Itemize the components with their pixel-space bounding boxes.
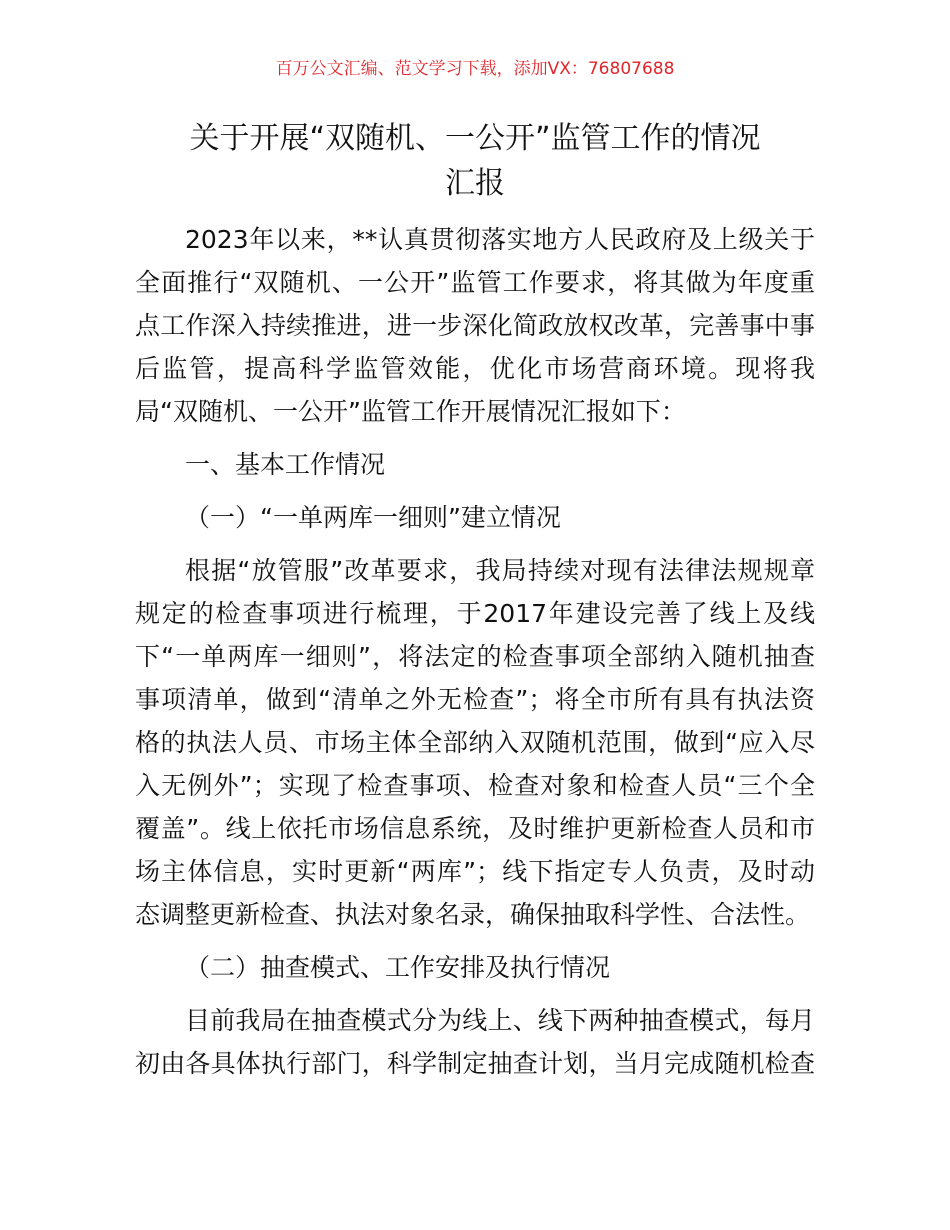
document-title-line-2: 汇报 [445,166,505,201]
section-heading: 一、基本工作情况 [185,450,386,479]
paragraph-line: 规定的检查事项进行梳理，于2017年建设完善了线上及线 [135,599,815,628]
header-watermark-note: 百万公文汇编、范文学习下载，添加VX：76807688 [275,59,675,79]
paragraph-line: 态调整更新检查、执法对象名录，确保抽取科学性、合法性。 [135,900,811,929]
intro-line: 局“双随机、一公开”监管工作开展情况汇报如下： [135,397,686,426]
intro-line: 2023年以来，**认真贯彻落实地方人民政府及上级关于 [185,225,815,254]
paragraph-line: 初由各具体执行部门，科学制定抽查计划，当月完成随机检查 [135,1049,815,1078]
paragraph-line: 根据“放管服”改革要求，我局持续对现有法律法规规章 [185,556,815,585]
intro-line: 后监管，提高科学监管效能，优化市场营商环境。现将我 [135,354,815,383]
subsection-heading: （一）“一单两库一细则”建立情况 [185,503,561,532]
paragraph-line: 下“一单两库一细则”，将法定的检查事项全部纳入随机抽查 [135,642,815,671]
paragraph-line: 覆盖”。线上依托市场信息系统，及时维护更新检查人员和市 [135,814,815,843]
document-body [135,116,815,1085]
intro-line: 点工作深入持续推进，进一步深化简政放权改革，完善事中事 [135,311,815,340]
paragraph-line: 格的执法人员、市场主体全部纳入双随机范围，做到“应入尽 [135,728,815,757]
intro-line: 全面推行“双随机、一公开”监管工作要求，将其做为年度重 [135,268,815,297]
paragraph-line: 事项清单，做到“清单之外无检查”；将全市所有具有执法资 [135,685,815,714]
paragraph-line: 目前我局在抽查模式分为线上、线下两种抽查模式，每月 [185,1006,815,1035]
paragraph-line: 入无例外”；实现了检查事项、检查对象和检查人员“三个全 [135,771,815,800]
paragraph-line: 场主体信息，实时更新“两库”；线下指定专人负责，及时动 [135,857,815,886]
subsection-heading: （二）抽查模式、工作安排及执行情况 [185,953,611,982]
document-title-line-1: 关于开展“双随机、一公开”监管工作的情况 [189,121,761,156]
